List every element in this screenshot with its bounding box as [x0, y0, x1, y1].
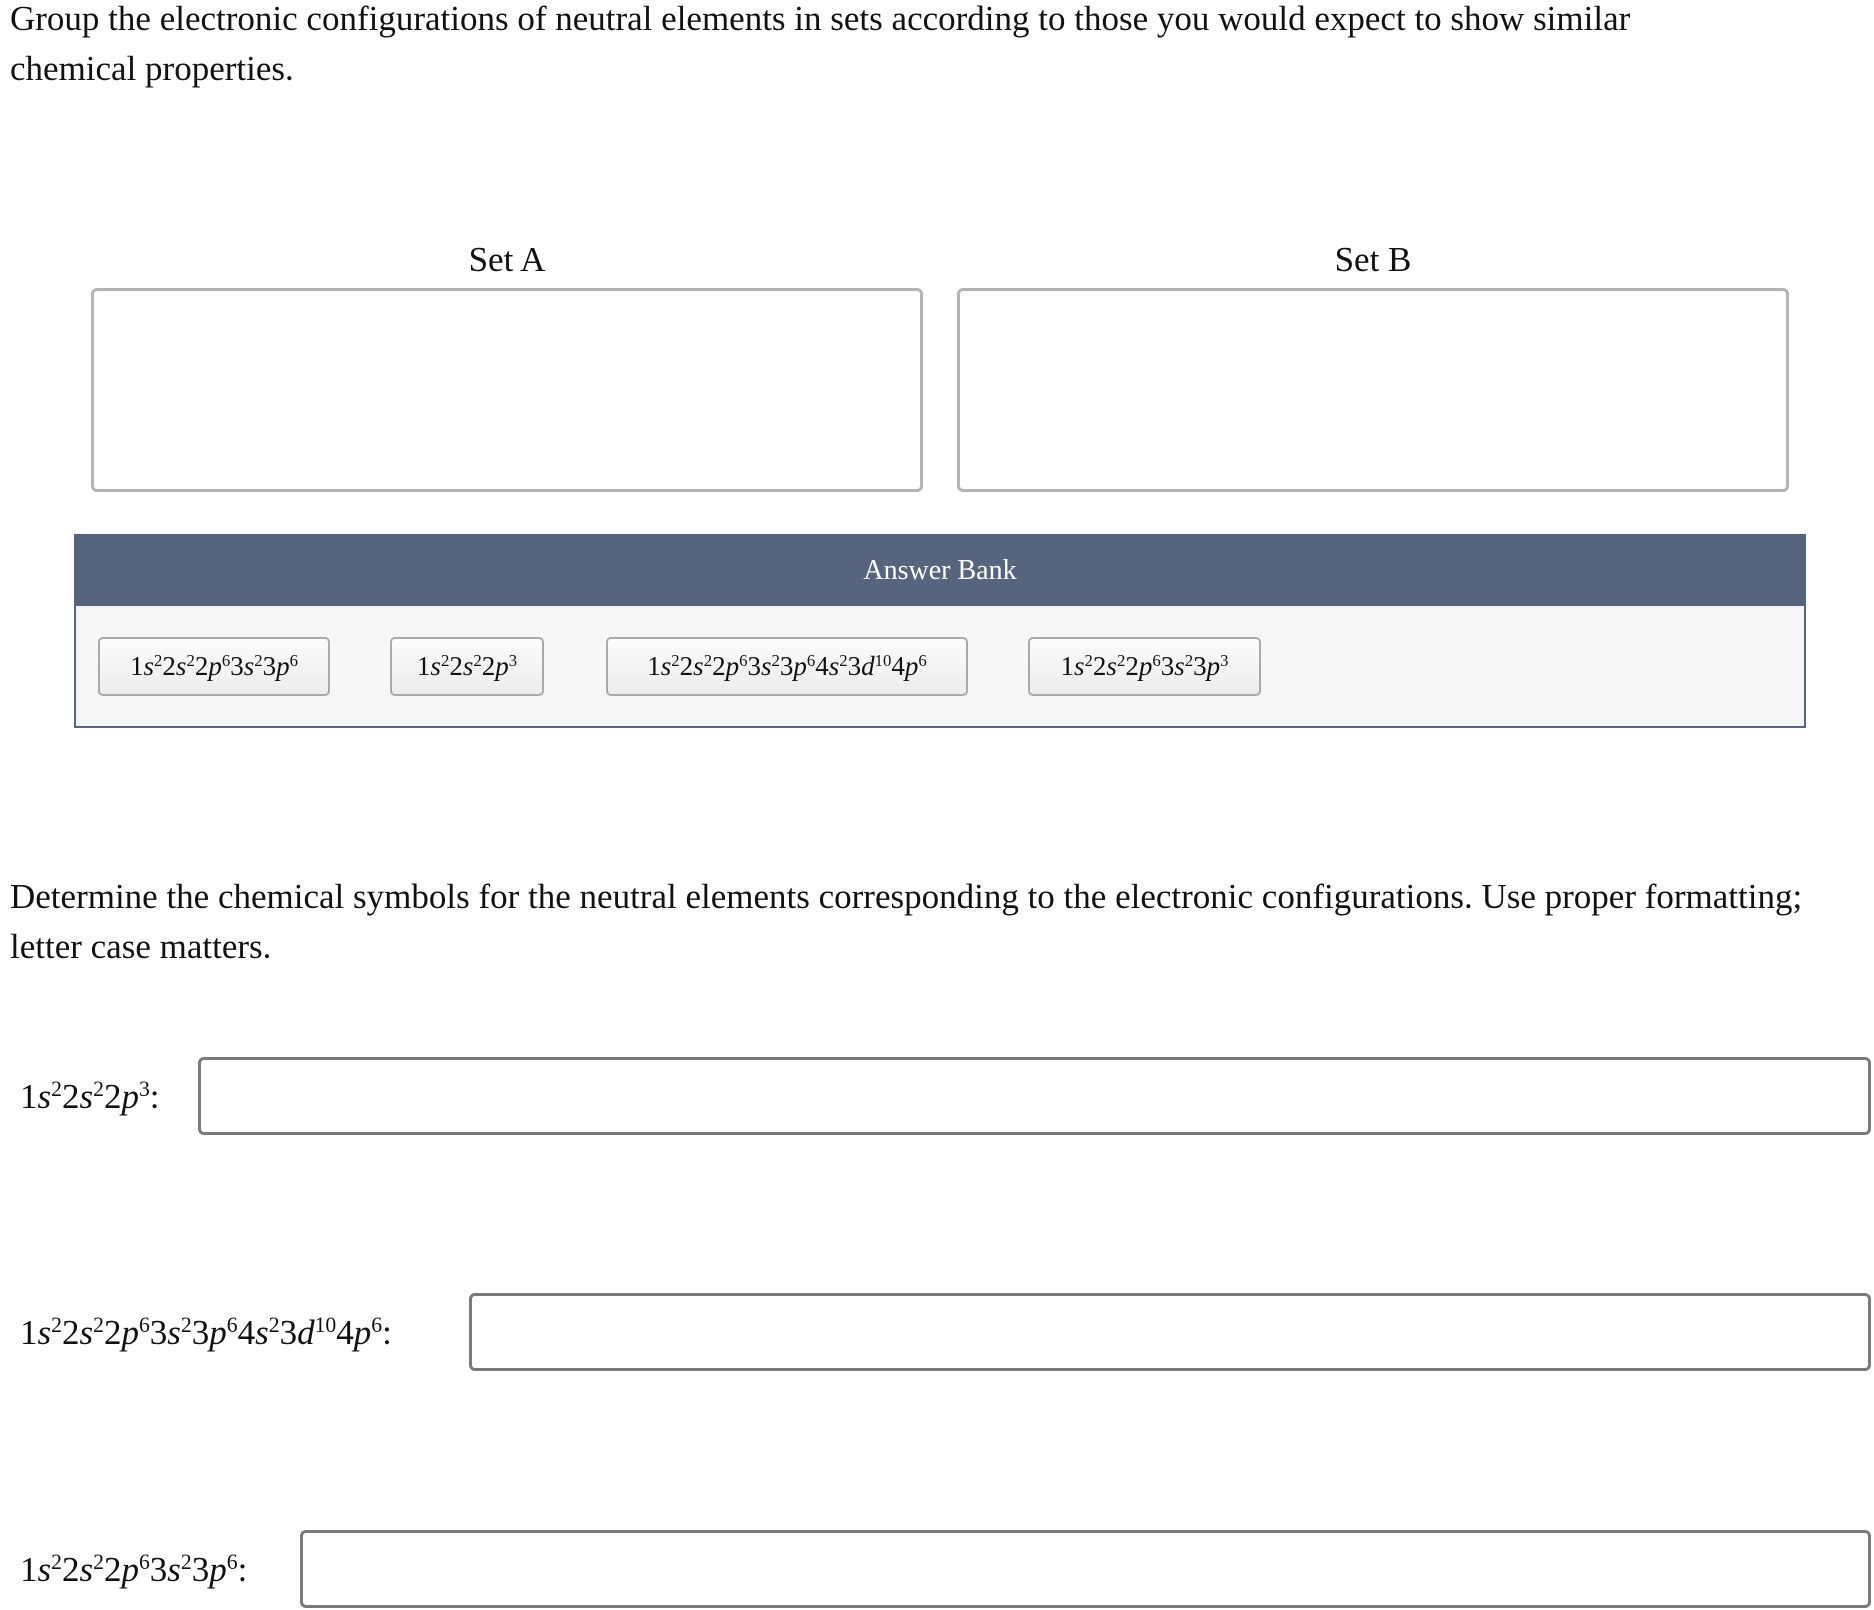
answer-chip[interactable] — [606, 637, 968, 696]
set-b-drop-zone[interactable] — [957, 288, 1789, 492]
answer-bank — [74, 534, 1806, 728]
symbol-row-label: $1s^22s^22p^63s^23p^6$: — [20, 1550, 248, 1589]
symbol-row-label: $1s^22s^22p^63s^23p^64s^23d^{10}4p^6$: — [20, 1313, 392, 1352]
symbol-input-1[interactable] — [198, 1057, 1871, 1135]
chip-config: $1s^22s^22p^3$ — [416, 650, 518, 681]
row-config: $1s^22s^22p^63s^23p^64s^23d^{10}4p^6$ — [20, 1313, 383, 1352]
chip-config: $1s^22s^22p^63s^23p^3$ — [1060, 650, 1229, 681]
symbol-input-2[interactable] — [469, 1293, 1871, 1371]
chip-config: $1s^22s^22p^63s^23p^64s^23d^{10}4p^6$ — [647, 650, 927, 681]
set-a-drop-zone[interactable] — [91, 288, 923, 492]
question-2-text: Determine the chemical symbols for the neutral elements corresponding to the electronic configurations. Use proper formatting; letter case matters. — [10, 877, 1803, 966]
answer-chip[interactable] — [98, 637, 330, 696]
set-b-title: Set B — [1334, 240, 1412, 279]
row-config: $1s^22s^22p^3$ — [20, 1077, 150, 1116]
row-config: $1s^22s^22p^63s^23p^6$ — [20, 1550, 238, 1589]
symbol-input-3[interactable] — [300, 1530, 1871, 1608]
symbol-row-label: $1s^22s^22p^3$: — [20, 1077, 160, 1116]
answer-chip[interactable] — [1028, 637, 1261, 696]
chip-config: $1s^22s^22p^63s^23p^6$ — [130, 650, 298, 681]
question-1-text: Group the electronic configurations of neutral elements in sets according to those you would expect to show similar chemical properties. — [10, 0, 1631, 88]
answer-bank-header: Answer Bank — [76, 536, 1804, 606]
set-a-title: Set A — [468, 240, 546, 279]
answer-chip[interactable] — [390, 637, 544, 696]
